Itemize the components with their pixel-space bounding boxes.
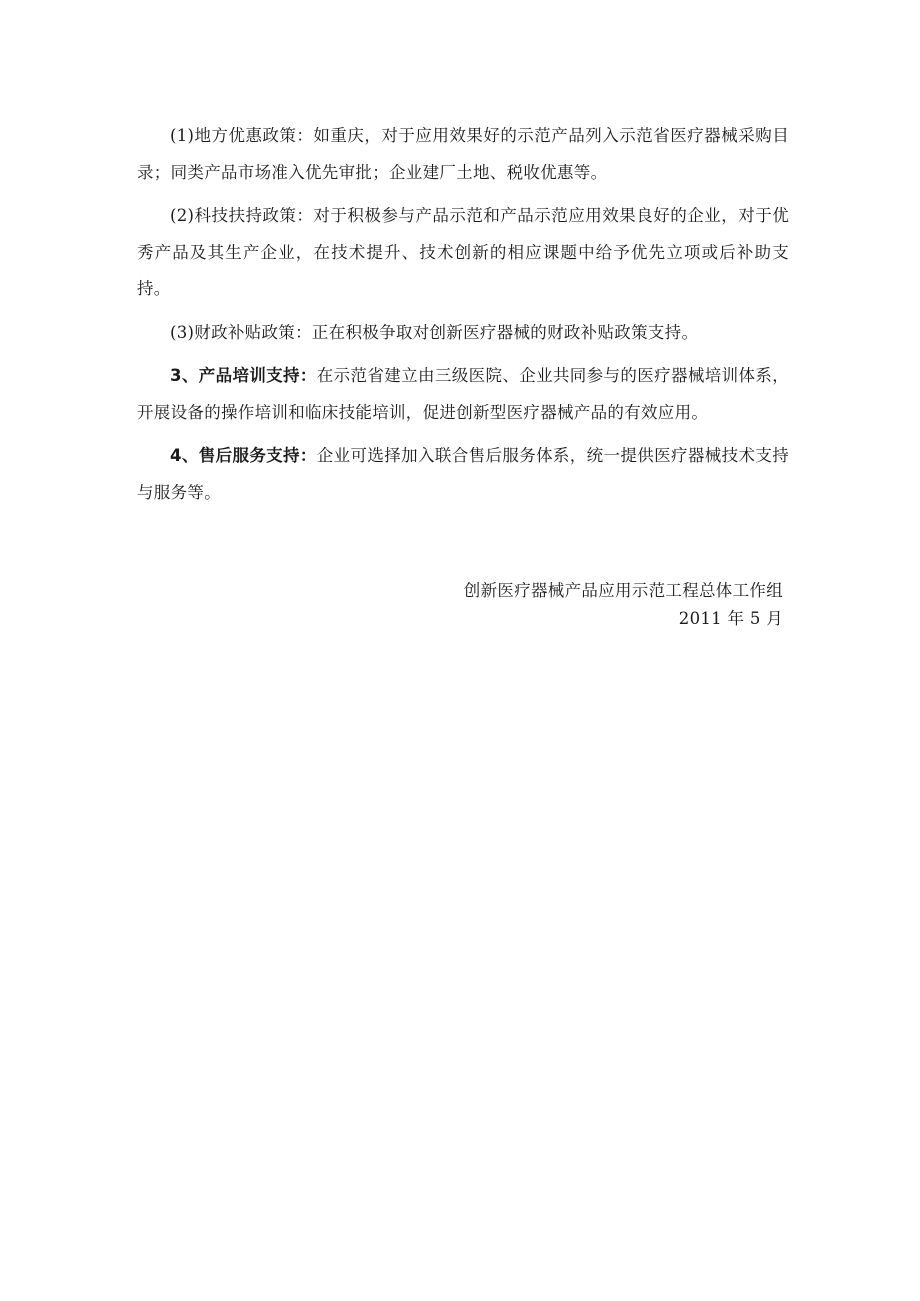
paragraph-text: (2)科技扶持政策：对于积极参与产品示范和产品示范应用效果良好的企业，对于优秀产品及其生产企业，在技术提升、技术创新的相应课题中给予优先立项或后补助支持。 <box>137 206 789 298</box>
signature-organization: 创新医疗器械产品应用示范工程总体工作组 <box>463 581 783 600</box>
document-body <box>137 118 789 511</box>
paragraph-lead: 3、产品培训支持： <box>170 366 317 385</box>
paragraph-text: 企业可选择加入联合售后服务体系，统一提供医疗器械技术支持与服务等。 <box>137 446 790 502</box>
paragraph-text: 在示范省建立由三级医院、企业共同参与的医疗器械培训体系，开展设备的操作培训和临床技能培训，促进创新型医疗器械产品的有效应用。 <box>137 366 790 422</box>
paragraph-lead: 4、售后服务支持： <box>170 446 317 465</box>
paragraph-text: (1)地方优惠政策：如重庆，对于应用效果好的示范产品列入示范省医疗器械采购目录；同类产品市场准入优先审批；企业建厂土地、税收优惠等。 <box>137 126 789 182</box>
paragraph-training-support <box>137 358 789 431</box>
signature-date: 2011 年 5 月 <box>678 609 783 628</box>
paragraph-aftersales-support <box>137 438 789 511</box>
signature-block <box>464 577 783 633</box>
paragraph-text: (3)财政补贴政策：正在积极争取对创新医疗器械的财政补贴政策支持。 <box>170 322 699 342</box>
paragraph-tech-policy <box>137 198 789 308</box>
paragraph-finance-policy <box>137 315 789 352</box>
paragraph-local-policy <box>137 118 789 191</box>
